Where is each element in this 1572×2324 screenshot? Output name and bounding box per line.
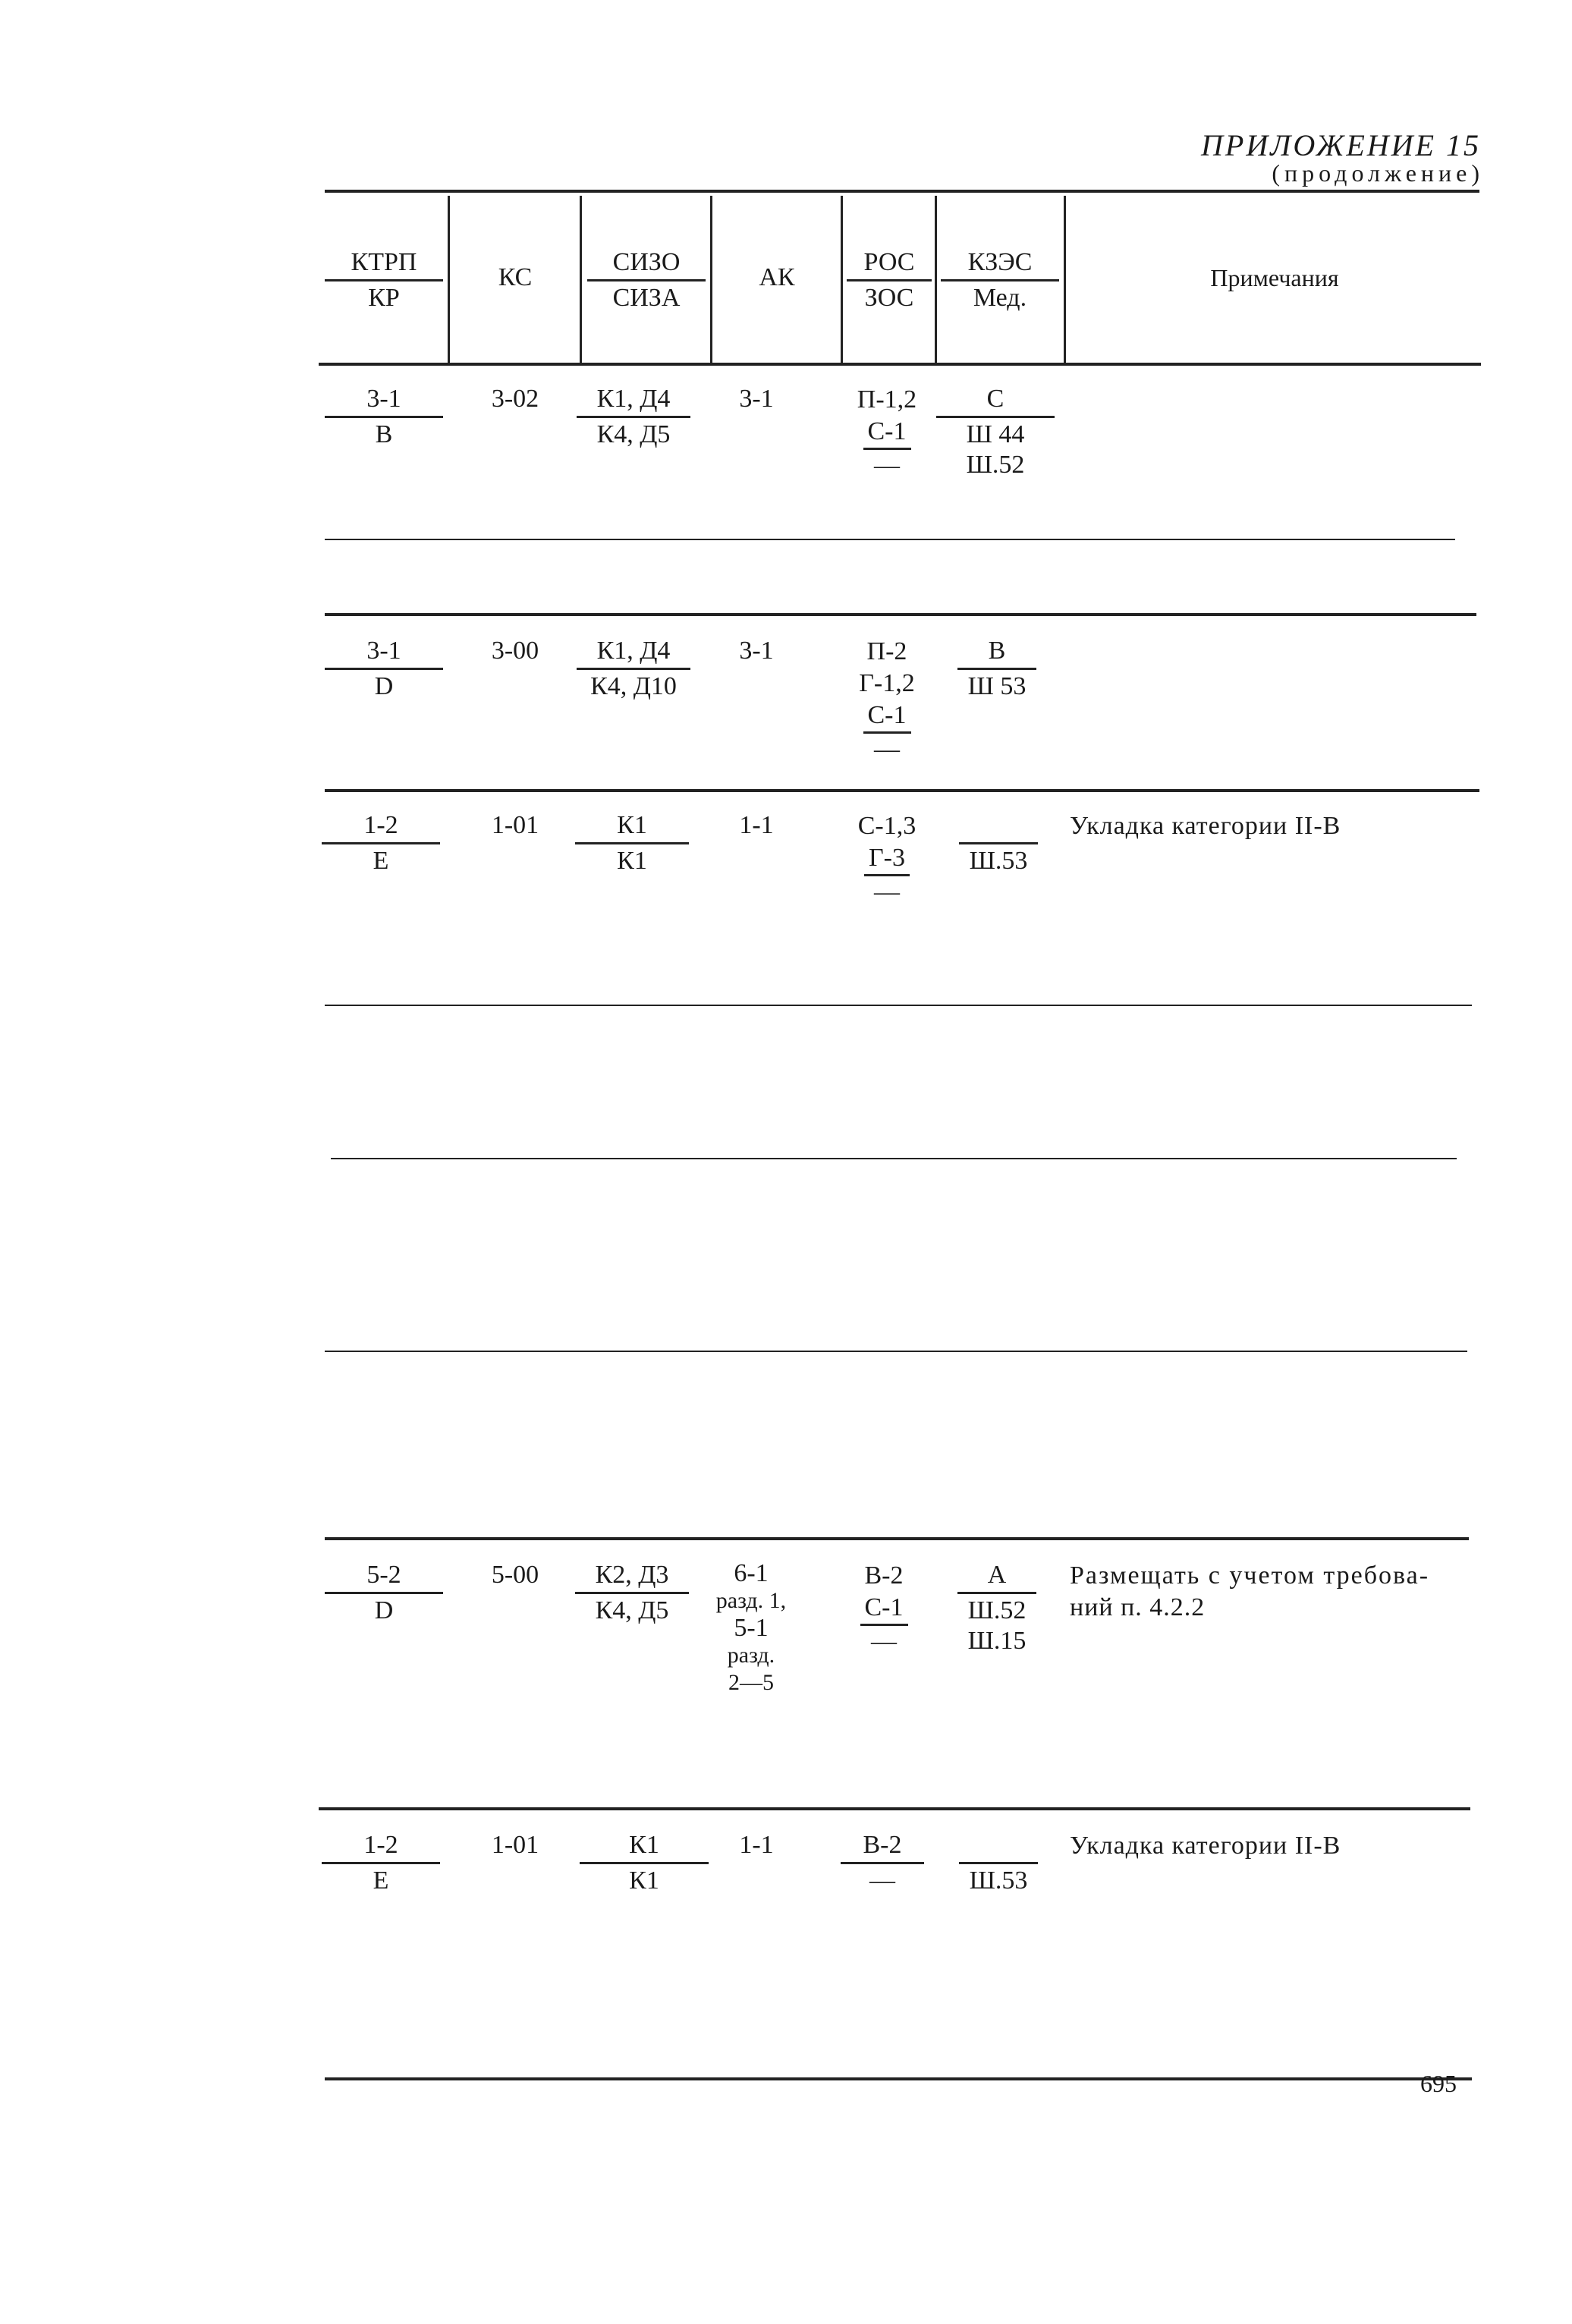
row5-ak: 1-1 (739, 1831, 774, 1859)
row3-kzes-med (959, 810, 1038, 876)
row2-sizo-siza (577, 636, 690, 702)
header-bottom-rule (319, 363, 1481, 366)
appendix-subtitle: (продолжение) (1272, 159, 1484, 187)
col-divider (710, 196, 712, 363)
row4-note-line-2: ний п. 4.2.2 (1070, 1593, 1206, 1621)
row1-kzes: С (936, 384, 1055, 418)
row4-kr: D (374, 1596, 394, 1624)
row4-sizo-siza (575, 1560, 689, 1626)
row-separator (331, 1158, 1457, 1159)
row4-siza: К4, Д5 (595, 1596, 669, 1624)
row5-ks: 1-01 (491, 1831, 539, 1859)
row-separator (325, 1005, 1472, 1006)
header-ktrp-kr (325, 247, 443, 313)
row5-med-1: Ш.53 (969, 1866, 1028, 1895)
row5-ros-zos (841, 1830, 924, 1896)
header-siza: СИЗА (612, 284, 681, 312)
header-ros: РОС (847, 247, 932, 281)
header-ks: КС (498, 263, 533, 291)
row5-zos: — (869, 1866, 895, 1895)
row5-sizo: К1 (580, 1830, 709, 1864)
row1-sizo: К1, Д4 (577, 384, 690, 418)
row2-ros-zos (838, 636, 936, 766)
row4-kzes: А (957, 1560, 1036, 1594)
row4-ks: 5-00 (491, 1561, 539, 1589)
row-top-rule (325, 613, 1476, 616)
row1-ros-1: П-1,2 (857, 385, 917, 414)
row5-siza: К1 (629, 1866, 659, 1895)
row4-ak-line-3: 5-1 (734, 1614, 769, 1642)
row3-med-1: Ш.53 (969, 847, 1028, 875)
row1-ks: 3-02 (491, 385, 539, 413)
row2-ros-2: Г-1,2 (859, 669, 915, 697)
row4-kzes-med (957, 1560, 1036, 1656)
row3-ros-1: С-1,3 (857, 812, 916, 840)
row4-ros-zos (835, 1560, 933, 1658)
row4-med-1: Ш.52 (967, 1596, 1027, 1624)
row2-kzes-med (957, 636, 1036, 702)
row1-kr: В (375, 420, 393, 448)
header-kzes-med (941, 247, 1059, 313)
col-divider (841, 196, 843, 363)
row1-zos: — (874, 451, 900, 480)
row-top-rule (319, 1807, 1470, 1810)
row2-ak: 3-1 (739, 637, 774, 665)
row2-ros-3: С-1 (863, 700, 911, 734)
row-separator (325, 1351, 1467, 1352)
row5-kr: Е (373, 1866, 389, 1895)
row3-ak: 1-1 (739, 811, 774, 839)
row4-ak (698, 1560, 804, 1697)
row3-zos: — (874, 878, 900, 906)
row-top-rule (325, 789, 1479, 792)
row3-ktrp-kr (322, 810, 440, 876)
row1-ros-zos (838, 384, 936, 482)
row4-ros-2: С-1 (860, 1592, 908, 1626)
row4-note (1070, 1560, 1479, 1624)
row5-kzes (959, 1830, 1038, 1864)
row5-ktrp-kr (322, 1830, 440, 1896)
row4-ak-line-4: разд. (727, 1643, 775, 1668)
row3-sizo: К1 (575, 810, 689, 844)
row4-ros-1: В-2 (864, 1561, 904, 1590)
header-sizo-siza (587, 247, 706, 313)
row3-ros-zos (838, 810, 936, 908)
row4-med-2: Ш.15 (967, 1627, 1027, 1655)
row-separator (325, 539, 1455, 540)
row5-sizo-siza (580, 1830, 709, 1896)
row2-ktrp-kr (325, 636, 443, 702)
row4-zos: — (871, 1627, 897, 1656)
row1-kzes-med (936, 384, 1055, 480)
header-sizo: СИЗО (587, 247, 706, 281)
header-notes: Примечания (1210, 264, 1339, 291)
row-top-rule (325, 1537, 1469, 1540)
row3-note: Укладка категории II-В (1070, 812, 1341, 840)
row4-ktrp-kr (325, 1560, 443, 1626)
row4-sizo: К2, Д3 (575, 1560, 689, 1594)
table-bottom-rule (325, 2077, 1472, 2080)
row2-zos: — (874, 735, 900, 763)
row5-ktrp: 1-2 (322, 1830, 440, 1864)
row2-med-1: Ш 53 (967, 672, 1027, 700)
col-divider (935, 196, 937, 363)
header-med: Мед. (973, 284, 1027, 312)
row4-ak-line-1: 6-1 (734, 1559, 769, 1587)
row1-siza: К4, Д5 (596, 420, 671, 448)
row1-med-2: Ш.52 (966, 451, 1025, 479)
row2-ks: 3-00 (491, 637, 539, 665)
row2-kr: D (374, 672, 394, 700)
header-zos: ЗОС (864, 284, 914, 312)
row5-kzes-med (959, 1830, 1038, 1896)
row3-siza: К1 (617, 847, 647, 875)
row1-ktrp: 3-1 (325, 384, 443, 418)
row1-sizo-siza (577, 384, 690, 450)
row4-ktrp: 5-2 (325, 1560, 443, 1594)
row3-kzes (959, 810, 1038, 844)
row3-ros-2: Г-3 (864, 842, 910, 876)
col-divider (580, 196, 582, 363)
row3-kr: Е (373, 847, 389, 875)
row2-ros-1: П-2 (866, 637, 907, 665)
row3-ks: 1-01 (491, 811, 539, 839)
row1-ros-2: С-1 (863, 416, 911, 450)
row2-siza: К4, Д10 (590, 672, 677, 700)
appendix-title: ПРИЛОЖЕНИЕ 15 (1201, 128, 1481, 162)
col-divider (448, 196, 450, 363)
table-top-rule (325, 190, 1479, 193)
row4-note-line-1: Размещать с учетом требова- (1070, 1561, 1430, 1590)
row5-ros: В-2 (841, 1830, 924, 1864)
row4-ak-line-5: 2—5 (728, 1670, 774, 1695)
header-kr: КР (368, 284, 400, 312)
row2-kzes: В (957, 636, 1036, 670)
row1-ak: 3-1 (739, 385, 774, 413)
header-ros-zos (847, 247, 932, 313)
row1-ktrp-kr (325, 384, 443, 450)
header-ak: АК (759, 263, 795, 291)
row2-ktrp: 3-1 (325, 636, 443, 670)
row2-sizo: К1, Д4 (577, 636, 690, 670)
row3-sizo-siza (575, 810, 689, 876)
row5-note: Укладка категории II-В (1070, 1832, 1341, 1860)
row3-ktrp: 1-2 (322, 810, 440, 844)
page-number: 695 (1420, 2070, 1457, 2097)
header-kzes: КЗЭС (941, 247, 1059, 281)
row1-med-1: Ш 44 (966, 420, 1025, 448)
row4-ak-line-2: разд. 1, (715, 1588, 787, 1613)
header-ktrp: КТРП (325, 247, 443, 281)
col-divider (1064, 196, 1066, 363)
